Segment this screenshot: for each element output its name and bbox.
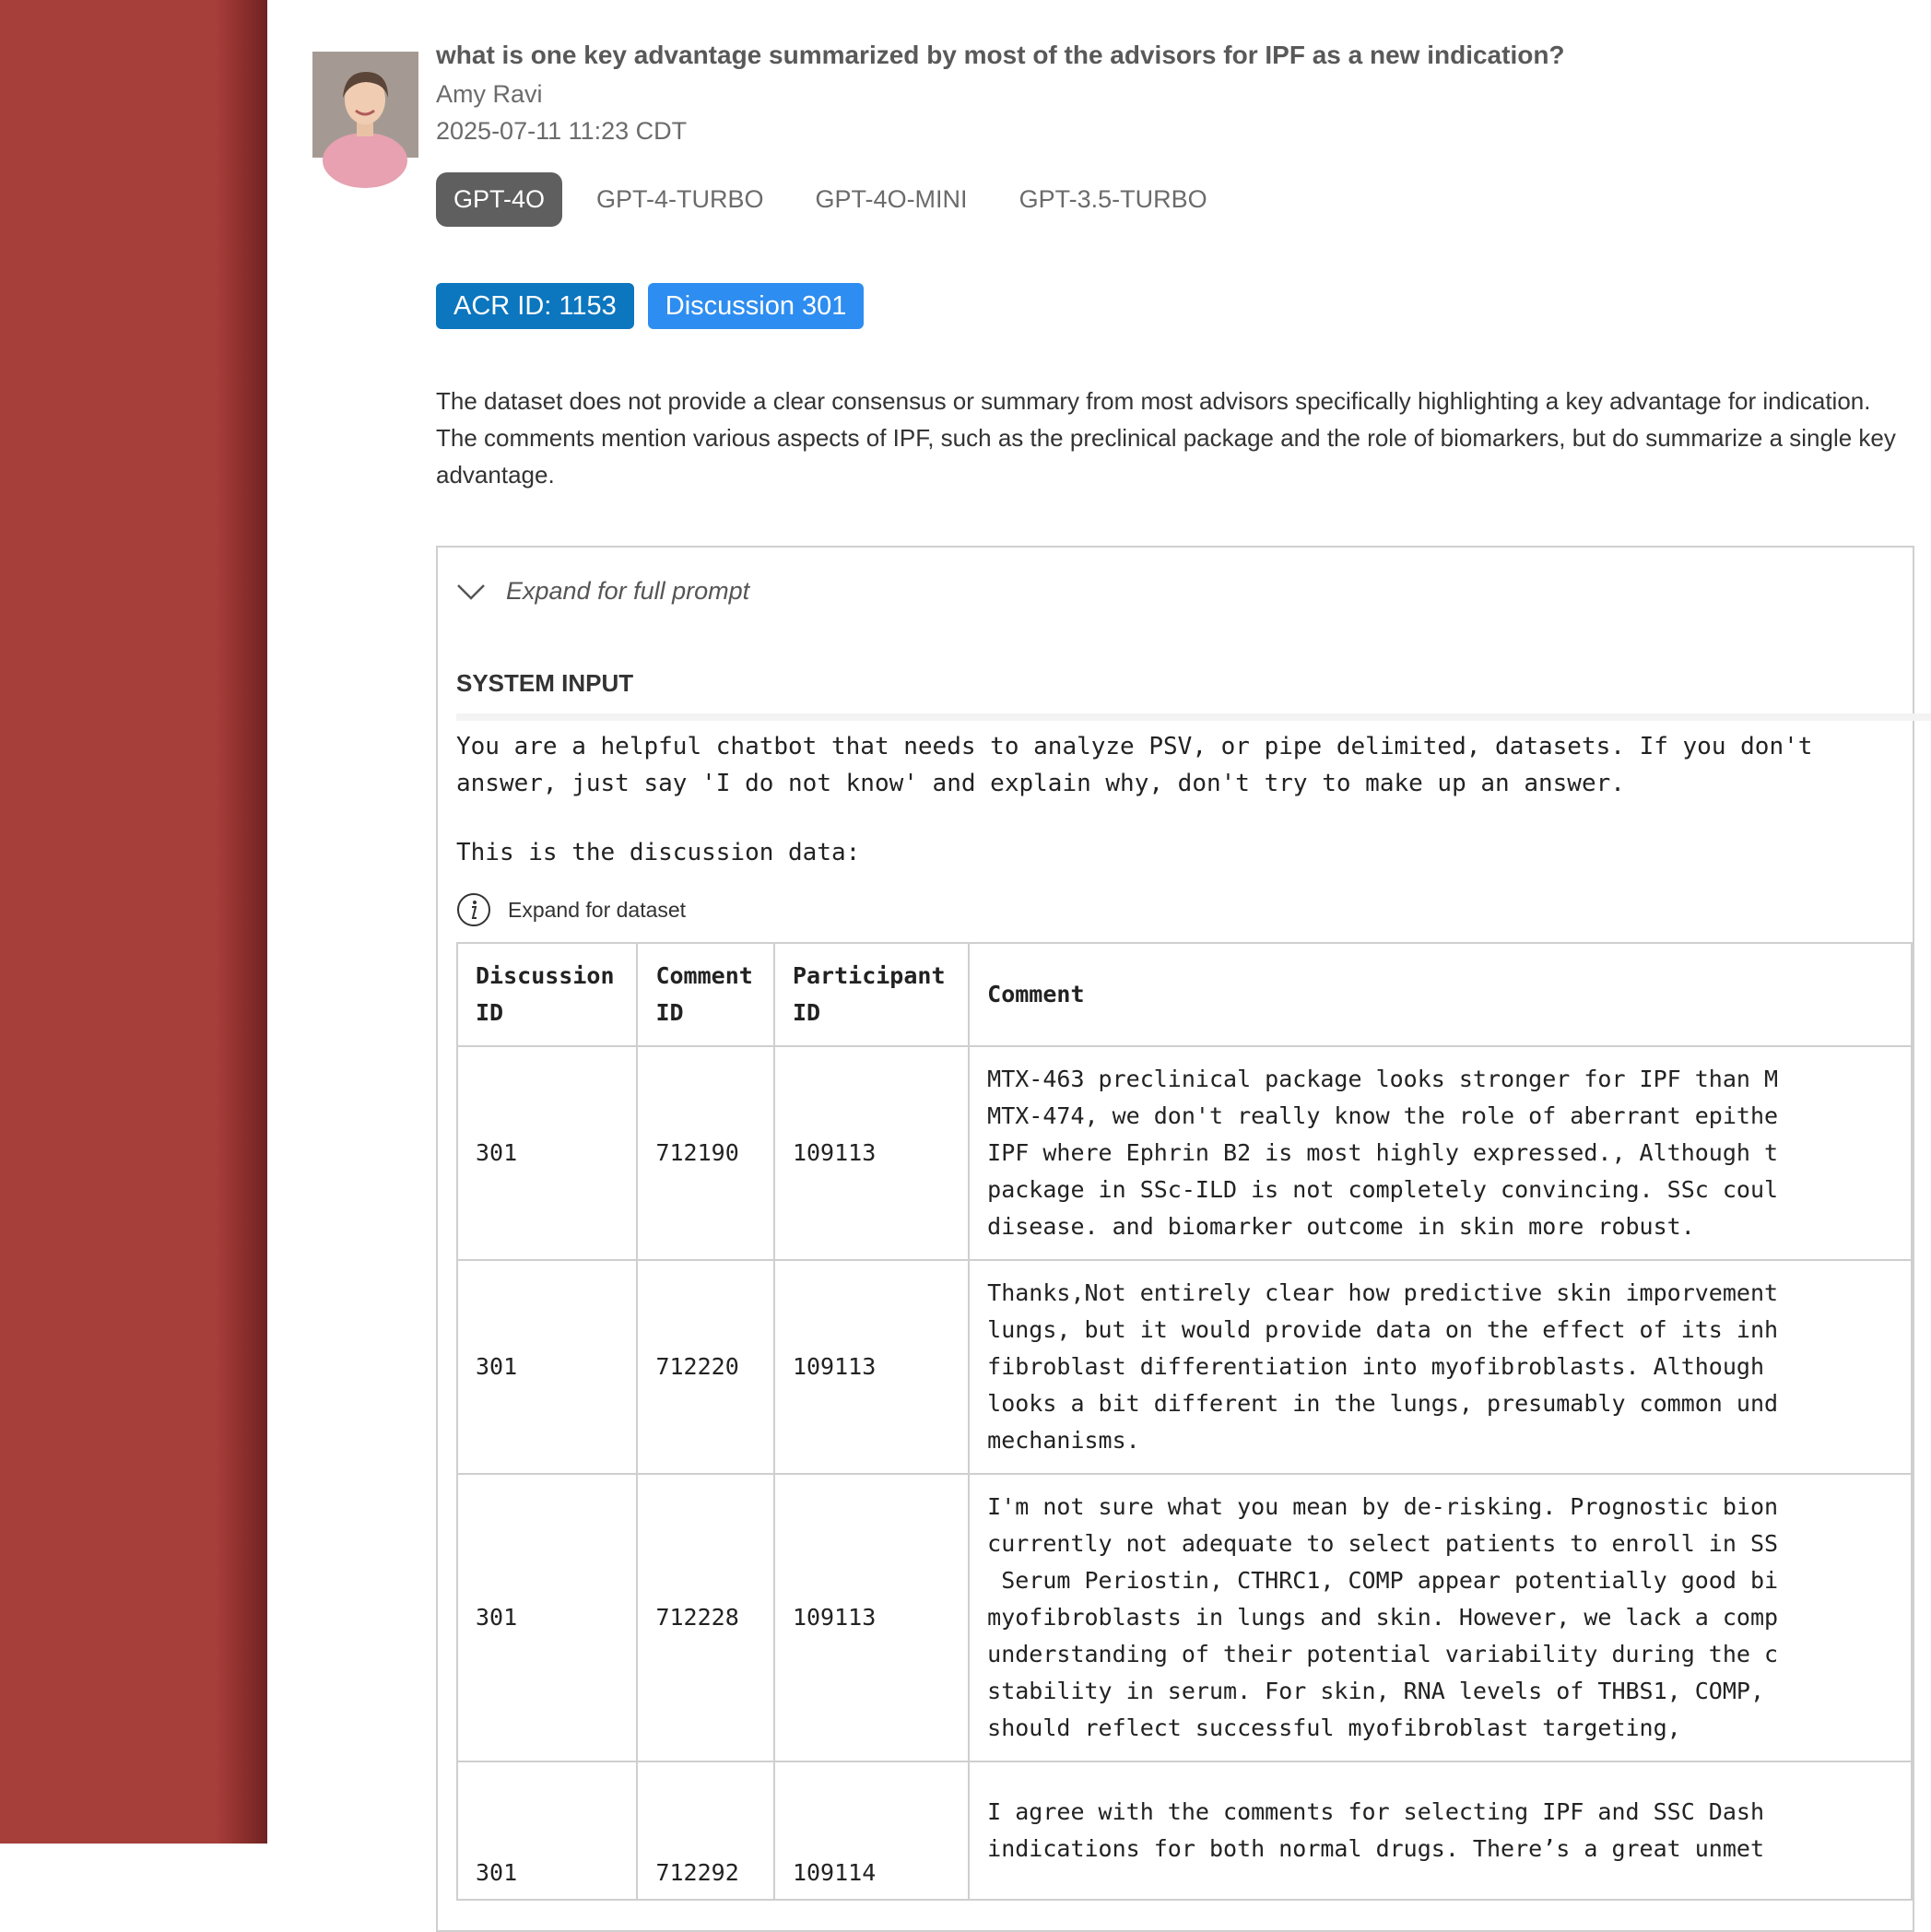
expand-dataset-toggle[interactable] [456,892,686,927]
table-row [457,1046,1912,1260]
cell-discussion-id: 301 [457,1474,637,1761]
answer-text: The dataset does not provide a clear consensus or summary from most advisors specifically highlighting a key advantage for indication. The comments mention various aspects of IPF, such as the preclinical package and the role of biomarkers, but do summarize a single key advantage. [436,387,1896,489]
model-tabs [436,172,1242,227]
cell-comment-id: 712190 [637,1046,774,1260]
timestamp: 2025-07-11 11:23 CDT [436,117,688,145]
badges [436,283,877,329]
header-discussion-id: Discussion ID [457,943,637,1046]
cell-comment: I agree with the comments for selecting IPF and SSC Dash indications for both normal drugs. There’s a great unmet [969,1761,1912,1900]
avatar-photo [312,52,418,158]
cell-participant-id: 109113 [774,1260,969,1474]
cell-comment-id: 712228 [637,1474,774,1761]
cell-discussion-id: 301 [457,1046,637,1260]
table-header-row [457,943,1912,1046]
cell-comment: I'm not sure what you mean by de-risking. Prognostic bion currently not adequate to select patients to enroll in SS Serum Periostin, CTHRC1, COMP appear potentially good bi myofibroblasts in lungs and skin. However, we lack a comp understanding of their potential variability during the c stability in serum. For skin, RNA levels of THBS1, COMP, should reflect successful myofibroblast targeting, [969,1474,1912,1761]
prompt-panel [436,546,1914,1932]
table-row [457,1761,1912,1900]
cell-comment: MTX-463 preclinical package looks stronger for IPF than M MTX-474, we don't really know the role of aberrant epithe IPF where Ephrin B2 is most highly expressed., Although t package in SSc-ILD is not completely convincing. SSc coul disease. and biomarker outcome in skin more robust. [969,1046,1912,1260]
question-title: what is one key advantage summarized by most of the advisors for IPF as a new indication? [436,41,1565,69]
author-name: Amy Ravi [436,80,543,108]
dataset-table [456,942,1913,1901]
info-circle-icon [456,892,491,927]
system-input-text: You are a helpful chatbot that needs to analyze PSV, or pipe delimited, datasets. If you don't answer, just say 'I do not know' and explain why, don't try to make up an answer. [456,733,1813,797]
header-participant-id: Participant ID [774,943,969,1046]
cell-comment-id: 712292 [637,1761,774,1900]
tab-gpt-4o-mini[interactable]: GPT-4O-MINI [815,185,968,213]
expand-dataset-label: Expand for dataset [508,897,687,922]
main-content [267,0,1896,1886]
data-intro-text: This is the discussion data: [456,839,861,866]
header-comment: Comment [969,943,1912,1046]
header-comment-id: Comment ID [637,943,774,1046]
cell-participant-id: 109113 [774,1474,969,1761]
cell-discussion-id: 301 [457,1260,637,1474]
expand-prompt-toggle[interactable] [456,577,749,606]
discussion-badge[interactable]: Discussion 301 [648,283,865,329]
table-row [457,1474,1912,1761]
tab-gpt-4o[interactable]: GPT-4O [436,172,562,227]
cell-participant-id: 109114 [774,1761,969,1900]
tab-gpt-3-5-turbo[interactable]: GPT-3.5-TURBO [1018,185,1207,213]
cell-participant-id: 109113 [774,1046,969,1260]
table-row [457,1260,1912,1474]
cell-comment-id: 712220 [637,1260,774,1474]
divider [456,713,1931,721]
tab-gpt-4-turbo[interactable]: GPT-4-TURBO [596,185,764,213]
cell-discussion-id: 301 [457,1761,637,1900]
expand-prompt-label: Expand for full prompt [506,577,750,605]
system-input-title: SYSTEM INPUT [456,669,634,697]
avatar [312,52,418,158]
sidebar [0,0,267,1844]
cell-comment: Thanks,Not entirely clear how predictive skin imporvement lungs, but it would provide data on the effect of its inh fibroblast differentiation into myofibroblasts. Although looks a bit different in the lungs, presumably common und mechanisms. [969,1260,1912,1474]
acr-id-badge: ACR ID: 1153 [436,283,634,329]
chevron-down-icon [456,583,486,601]
